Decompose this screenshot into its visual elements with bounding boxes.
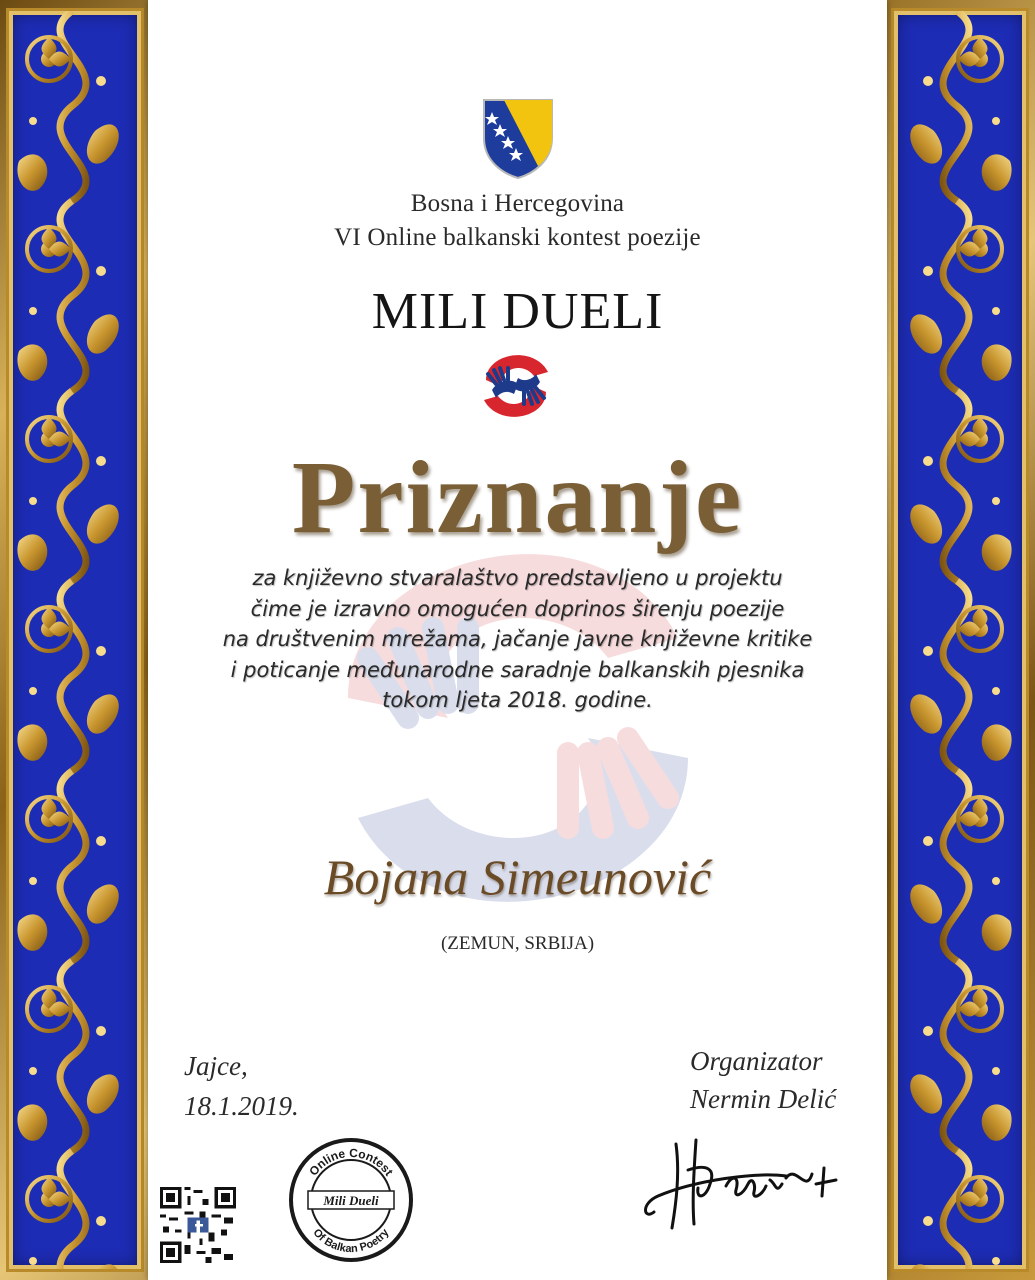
qr-code-icon (160, 1187, 236, 1263)
contest-name: VI Online balkanski kontest poezije (334, 224, 701, 251)
body-line: tokom ljeta 2018. godine. (382, 688, 653, 712)
body-line: i poticanje međunarodne saradnje balkanskih pjesnika (230, 657, 805, 682)
bih-coat-of-arms-icon (482, 98, 554, 180)
signature (636, 1124, 868, 1236)
body-line: za književno stvaralaštvo predstavljeno u projektu (252, 566, 783, 590)
stamp-bottom-text: Of Balkan Poetry (310, 1226, 392, 1256)
hands-logo-icon (478, 350, 554, 422)
recipient-name: Bojana Simeunović (323, 849, 712, 905)
certificate-body (148, 563, 887, 716)
issue-date: 18.1.2019. (184, 1091, 299, 1121)
brand-title: MILI DUELI (371, 283, 664, 340)
organizer-label: Organizator (690, 1046, 823, 1076)
organizer-block (690, 1042, 836, 1118)
issue-place: Jajce, (184, 1051, 248, 1081)
country-name: Bosna i Hercegovina (410, 190, 625, 217)
stamp-center-text: Mili Dueli (323, 1193, 379, 1208)
stamp-top-text: Online Contest (306, 1145, 397, 1179)
organizer-name: Nermin Delić (690, 1084, 837, 1114)
body-line: na društvenim mrežama, jačanje javne književne kritike (222, 627, 813, 651)
body-line: čime je izravno omogućen doprinos širenju poezije (250, 596, 785, 621)
contest-stamp (286, 1135, 416, 1265)
issue-place-date (184, 1046, 299, 1126)
recipient-location: (ZEMUN, SRBIJA) (440, 933, 595, 954)
certificate-title: Priznanje (291, 440, 744, 555)
